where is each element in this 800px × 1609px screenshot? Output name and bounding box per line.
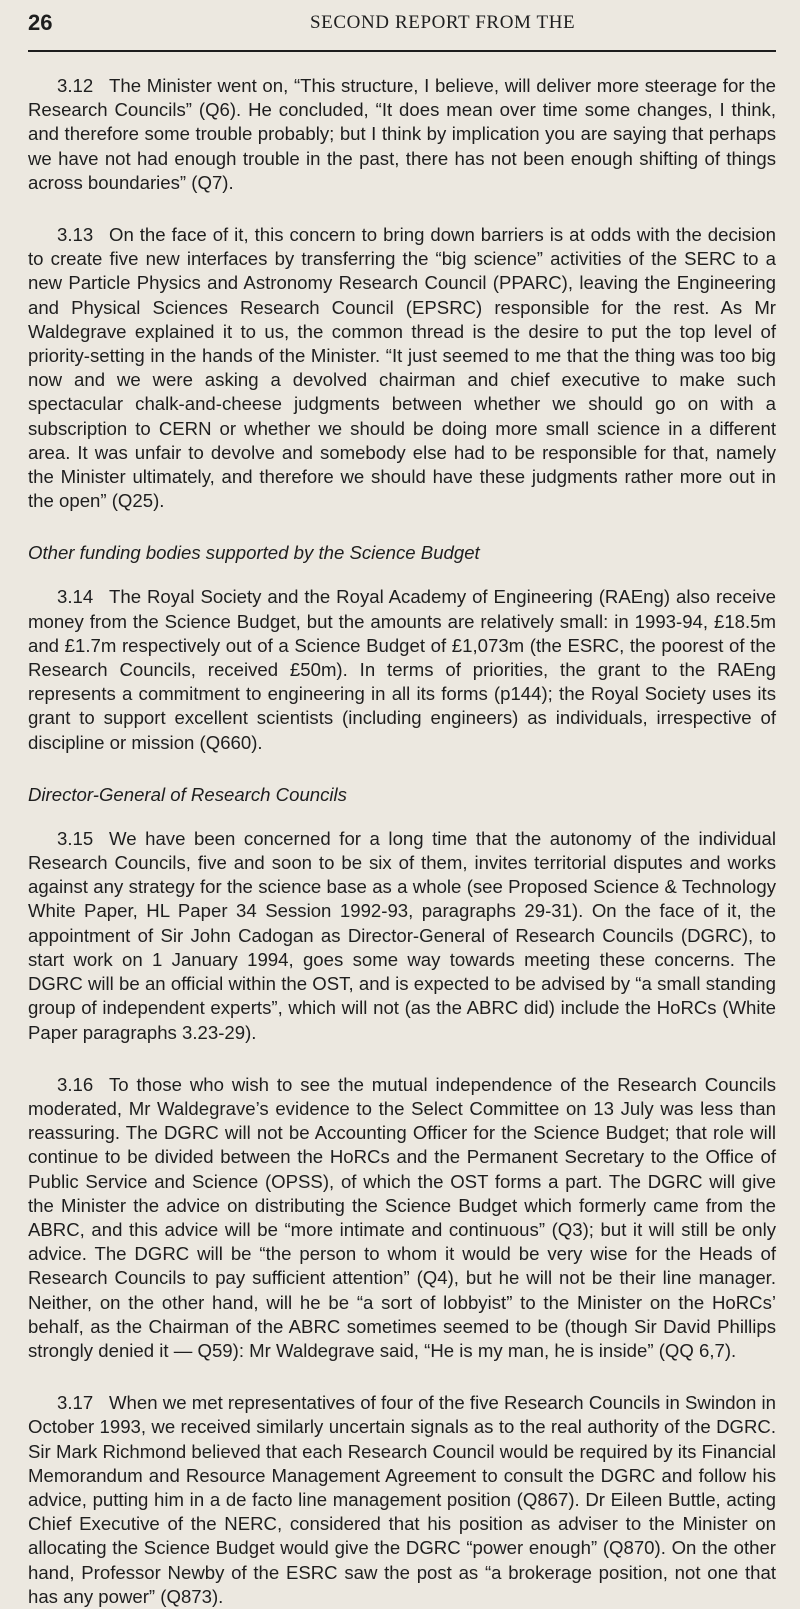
paragraph-3-13	[28, 223, 776, 513]
section-heading: Other funding bodies supported by the Science Budget	[28, 542, 480, 564]
body-text	[28, 74, 776, 1609]
paragraph-number: 3.14	[57, 586, 94, 608]
section-heading: Director-General of Research Councils	[28, 783, 347, 805]
paragraph-3-16	[28, 1073, 776, 1363]
paragraph-3-12	[28, 74, 776, 195]
paragraph-text: We have been concerned for a long time that the autonomy of the individual Research Councils, five and soon to be six of them, invites territorial disputes and works against any strategy for the science base as a whole (see Proposed Science & Technology White Paper, HL Paper 34 Session 1992-93, paragraphs 29-31). On the face of it, the appointment of Sir John Cadogan as Director-General of Research Councils (DGRC), to start work on 1 January 1994, goes some way towards meeting these concerns. The DGRC will be an official within the OST, and is expected to be advised by “a small standing group of independent experts”, which will not (as the ABRC did) include the HoRCs (White Paper paragraphs 3.23-29).	[28, 827, 776, 1043]
paragraph-3-14	[28, 585, 776, 754]
paragraph-number: 3.12	[57, 75, 94, 96]
paragraph-3-17	[28, 1391, 776, 1609]
running-head: SECOND REPORT FROM THE	[310, 12, 576, 33]
page-number: 26	[28, 10, 53, 35]
paragraph-3-15	[28, 827, 776, 1045]
paragraph-number: 3.15	[57, 827, 94, 849]
paragraph-text: To those who wish to see the mutual independence of the Research Councils moderated, Mr Waldegrave’s evidence to the Select Committee on 13 July was less than reassuring. The DGRC will not be Accounting Officer for the Science Budget; that role will continue to be divided between the HoRCs and the Permanent Secretary to the Office of Public Service and Science (OPSS), of which the OST forms a part. The DGRC will give the Minister the advice on distributing the Science Budget which formerly came from the ABRC, and this advice will be “more intimate and continuous” (Q3); but it will still be only advice. The DGRC will be “the person to whom it would be very wise for the Heads of Research Councils to pay sufficient attention” (Q4), but he will not be their line manager. Neither, on the other hand, will he be “a sort of lobbyist” to the Minister on the HoRCs’ behalf, as the Chairman of the ABRC sometimes seemed to be (though Sir David Phillips strongly denied it — Q59): Mr Waldegrave said, “He is my man, he is inside” (QQ 6,7).	[28, 1073, 776, 1361]
paragraph-text: On the face of it, this concern to bring down barriers is at odds with the decision to create five new interfaces by transferring the “big science” activities of the SERC to a new Particle Physics and Astronomy Research Council (PPARC), leaving the Engineering and Physical Sciences Research Council (EPSRC) responsible for the rest. As Mr Waldegrave explained it to us, the common thread is the desire to put the top level of priority-setting in the hands of the Minister. “It just seemed to me that the thing was too big now and we were asking a devolved chairman and chief executive to make such spectacular chalk-and-cheese judgments between whether we should go on with a subscription to CERN or whether we should be doing more small science in a different area. It was unfair to devolve and somebody else had to be responsible for that, namely the Minister ultimately, and therefore we should have these judgments rather more out in the open” (Q25).	[28, 224, 776, 512]
page-header	[28, 0, 776, 52]
paragraph-text: The Minister went on, “This structure, I believe, will deliver more steerage for the Research Councils” (Q6). He concluded, “It does mean over time some changes, I think, and therefore some trouble probably; but I think by implication you are saying that perhaps we have not had enough trouble in the past, there has not been enough shifting of things across boundaries” (Q7).	[28, 75, 776, 193]
paragraph-text: The Royal Society and the Royal Academy of Engineering (RAEng) also receive money from the Science Budget, but the amounts are relatively small: in 1993-94, £18.5m and £1.7m respectively out of a Science Budget of £1,073m (the ESRC, the poorest of the Research Councils, received £50m). In terms of priorities, the grant to the RAEng represents a commitment to engineering in all its forms (p144); the Royal Society uses its grant to support excellent scientists (including engineers) as individuals, irrespective of discipline or mission (Q660).	[28, 586, 776, 753]
paragraph-number: 3.17	[57, 1392, 94, 1414]
paragraph-number: 3.13	[57, 224, 94, 246]
paragraph-text: When we met representatives of four of the five Research Councils in Swindon in October 1993, we received similarly uncertain signals as to the real authority of the DGRC. Sir Mark Richmond believed that each Research Council would be required by its Financial Memorandum and Resource Management Agreement to consult the DGRC and follow his advice, putting him in a de facto line management position (Q867). Dr Eileen Buttle, acting Chief Executive of the NERC, considered that his position as adviser to the Minister on allocating the Science Budget would give the DGRC “power enough” (Q870). On the other hand, Professor Newby of the ESRC saw the post as “a brokerage position, not one that has any power” (Q873).	[28, 1392, 776, 1607]
paragraph-number: 3.16	[57, 1073, 94, 1095]
